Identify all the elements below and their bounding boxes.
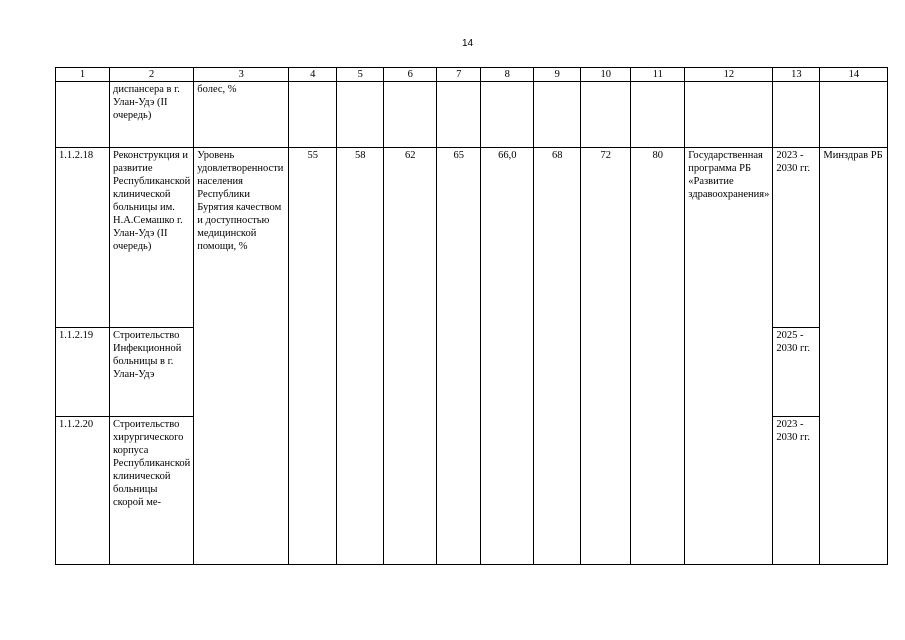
value-cell: 65 — [437, 148, 481, 565]
cell — [384, 82, 437, 148]
cell — [685, 82, 773, 148]
column-header: 5 — [337, 68, 384, 82]
period-cell: 2025 - 2030 гг. — [773, 328, 820, 417]
column-header: 6 — [384, 68, 437, 82]
column-header: 2 — [110, 68, 194, 82]
column-header: 14 — [820, 68, 888, 82]
value-cell: 72 — [581, 148, 631, 565]
row-id: 1.1.2.20 — [56, 417, 110, 565]
row-name: Строительство хирургического корпуса Республиканской клинической больницы скорой ме- — [110, 417, 194, 565]
column-header: 1 — [56, 68, 110, 82]
cell — [481, 82, 534, 148]
page-number: 14 — [461, 38, 474, 49]
continued-indicator: болес, % — [194, 82, 289, 148]
row-id: 1.1.2.19 — [56, 328, 110, 417]
cell — [534, 82, 581, 148]
value-cell: 80 — [631, 148, 685, 565]
row-id: 1.1.2.18 — [56, 148, 110, 328]
column-header: 9 — [534, 68, 581, 82]
row-name: Строительство Инфекционной больницы в г. Улан-Удэ — [110, 328, 194, 417]
continuation-row — [56, 82, 888, 148]
table-row — [56, 148, 888, 328]
column-header: 11 — [631, 68, 685, 82]
value-cell: 62 — [384, 148, 437, 565]
value-cell: 68 — [534, 148, 581, 565]
continued-name: диспансера в г. Улан-Удэ (II очередь) — [110, 82, 194, 148]
indicator-cell: Уровень удовлетворенности населения Республики Бурятия качеством и доступностью медицинской помощи, % — [194, 148, 289, 565]
column-number-row — [56, 68, 888, 82]
cell — [820, 82, 888, 148]
value-cell: 66,0 — [481, 148, 534, 565]
period-cell: 2023 - 2030 гг. — [773, 417, 820, 565]
column-header: 4 — [289, 68, 337, 82]
column-header: 12 — [685, 68, 773, 82]
cell — [581, 82, 631, 148]
column-header: 13 — [773, 68, 820, 82]
cell — [289, 82, 337, 148]
period-cell: 2023 - 2030 гг. — [773, 148, 820, 328]
row-name: Реконструкция и развитие Республиканской клинической больницы им. Н.А.Семашко г. Улан-Удэ (II очередь) — [110, 148, 194, 328]
value-cell: 55 — [289, 148, 337, 565]
cell — [437, 82, 481, 148]
responsible-cell: Минздрав РБ — [820, 148, 888, 565]
cell — [773, 82, 820, 148]
column-header: 3 — [194, 68, 289, 82]
column-header: 7 — [437, 68, 481, 82]
measures-table — [55, 67, 888, 565]
column-header: 10 — [581, 68, 631, 82]
value-cell: 58 — [337, 148, 384, 565]
cell — [337, 82, 384, 148]
column-header: 8 — [481, 68, 534, 82]
cell — [631, 82, 685, 148]
cell — [56, 82, 110, 148]
program-cell: Государственная программа РБ «Развитие здравоохранения» — [685, 148, 773, 565]
